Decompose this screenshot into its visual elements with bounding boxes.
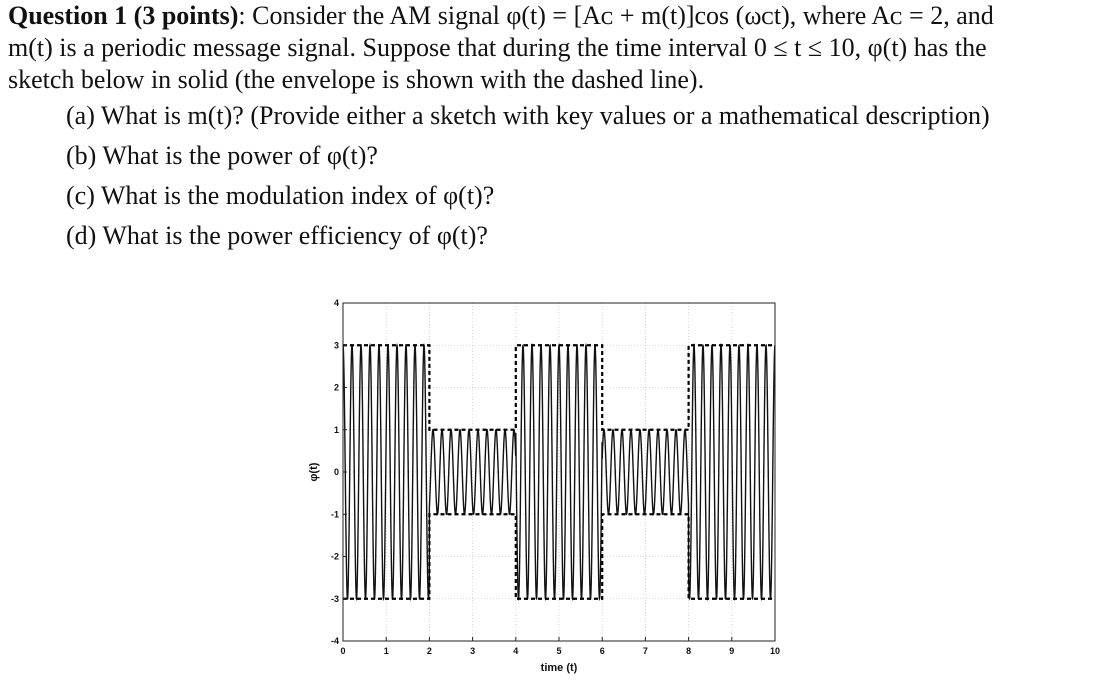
x-tick-label: 9 bbox=[729, 646, 735, 656]
x-tick-label: 10 bbox=[769, 646, 781, 656]
y-tick-label: 0 bbox=[333, 467, 339, 477]
y-tick-label: 3 bbox=[333, 340, 339, 351]
y-tick-label: 2 bbox=[333, 382, 339, 393]
x-tick-label: 6 bbox=[599, 646, 605, 656]
part-b: (b) What is the power of φ(t)? bbox=[66, 141, 378, 170]
y-tick-label: -3 bbox=[330, 593, 339, 604]
x-tick-label: 7 bbox=[642, 646, 648, 656]
x-axis-label: time (t) bbox=[540, 662, 578, 674]
question-heading: Question 1 (3 points) bbox=[8, 1, 239, 30]
question-line-3: sketch below in solid (the envelope is shown with the dashed line). bbox=[8, 65, 705, 94]
x-tick-label: 2 bbox=[426, 646, 432, 656]
am-signal-plot bbox=[295, 290, 795, 690]
y-tick-label: -2 bbox=[330, 551, 339, 562]
x-tick-label: 5 bbox=[556, 646, 562, 656]
x-tick-label: 3 bbox=[470, 646, 476, 656]
question-text bbox=[8, 0, 994, 256]
part-c: (c) What is the modulation index of φ(t)? bbox=[66, 181, 495, 210]
y-tick-label: 1 bbox=[333, 424, 339, 435]
x-tick-label: 1 bbox=[383, 646, 389, 656]
part-a: (a) What is m(t)? (Provide either a sketch with key values or a mathematical description) bbox=[66, 101, 990, 130]
y-tick-label: -4 bbox=[330, 636, 339, 646]
x-tick-label: 4 bbox=[513, 646, 519, 656]
y-tick-label: 4 bbox=[333, 298, 339, 308]
y-axis-label: φ(t) bbox=[308, 462, 320, 482]
x-tick-label: 0 bbox=[340, 646, 346, 656]
question-intro: : Consider the AM signal φ(t) = [Aᴄ + m(t)]cos (ωᴄt), where Aᴄ = 2, and bbox=[238, 1, 994, 30]
x-tick-label: 8 bbox=[686, 646, 692, 656]
question-line-2: m(t) is a periodic message signal. Suppose that during the time interval 0 ≤ t ≤ 10, φ(t) has the bbox=[8, 33, 987, 62]
y-tick-label: -1 bbox=[330, 509, 339, 520]
part-d: (d) What is the power efficiency of φ(t)? bbox=[66, 221, 488, 250]
question-line-1 bbox=[8, 0, 994, 32]
